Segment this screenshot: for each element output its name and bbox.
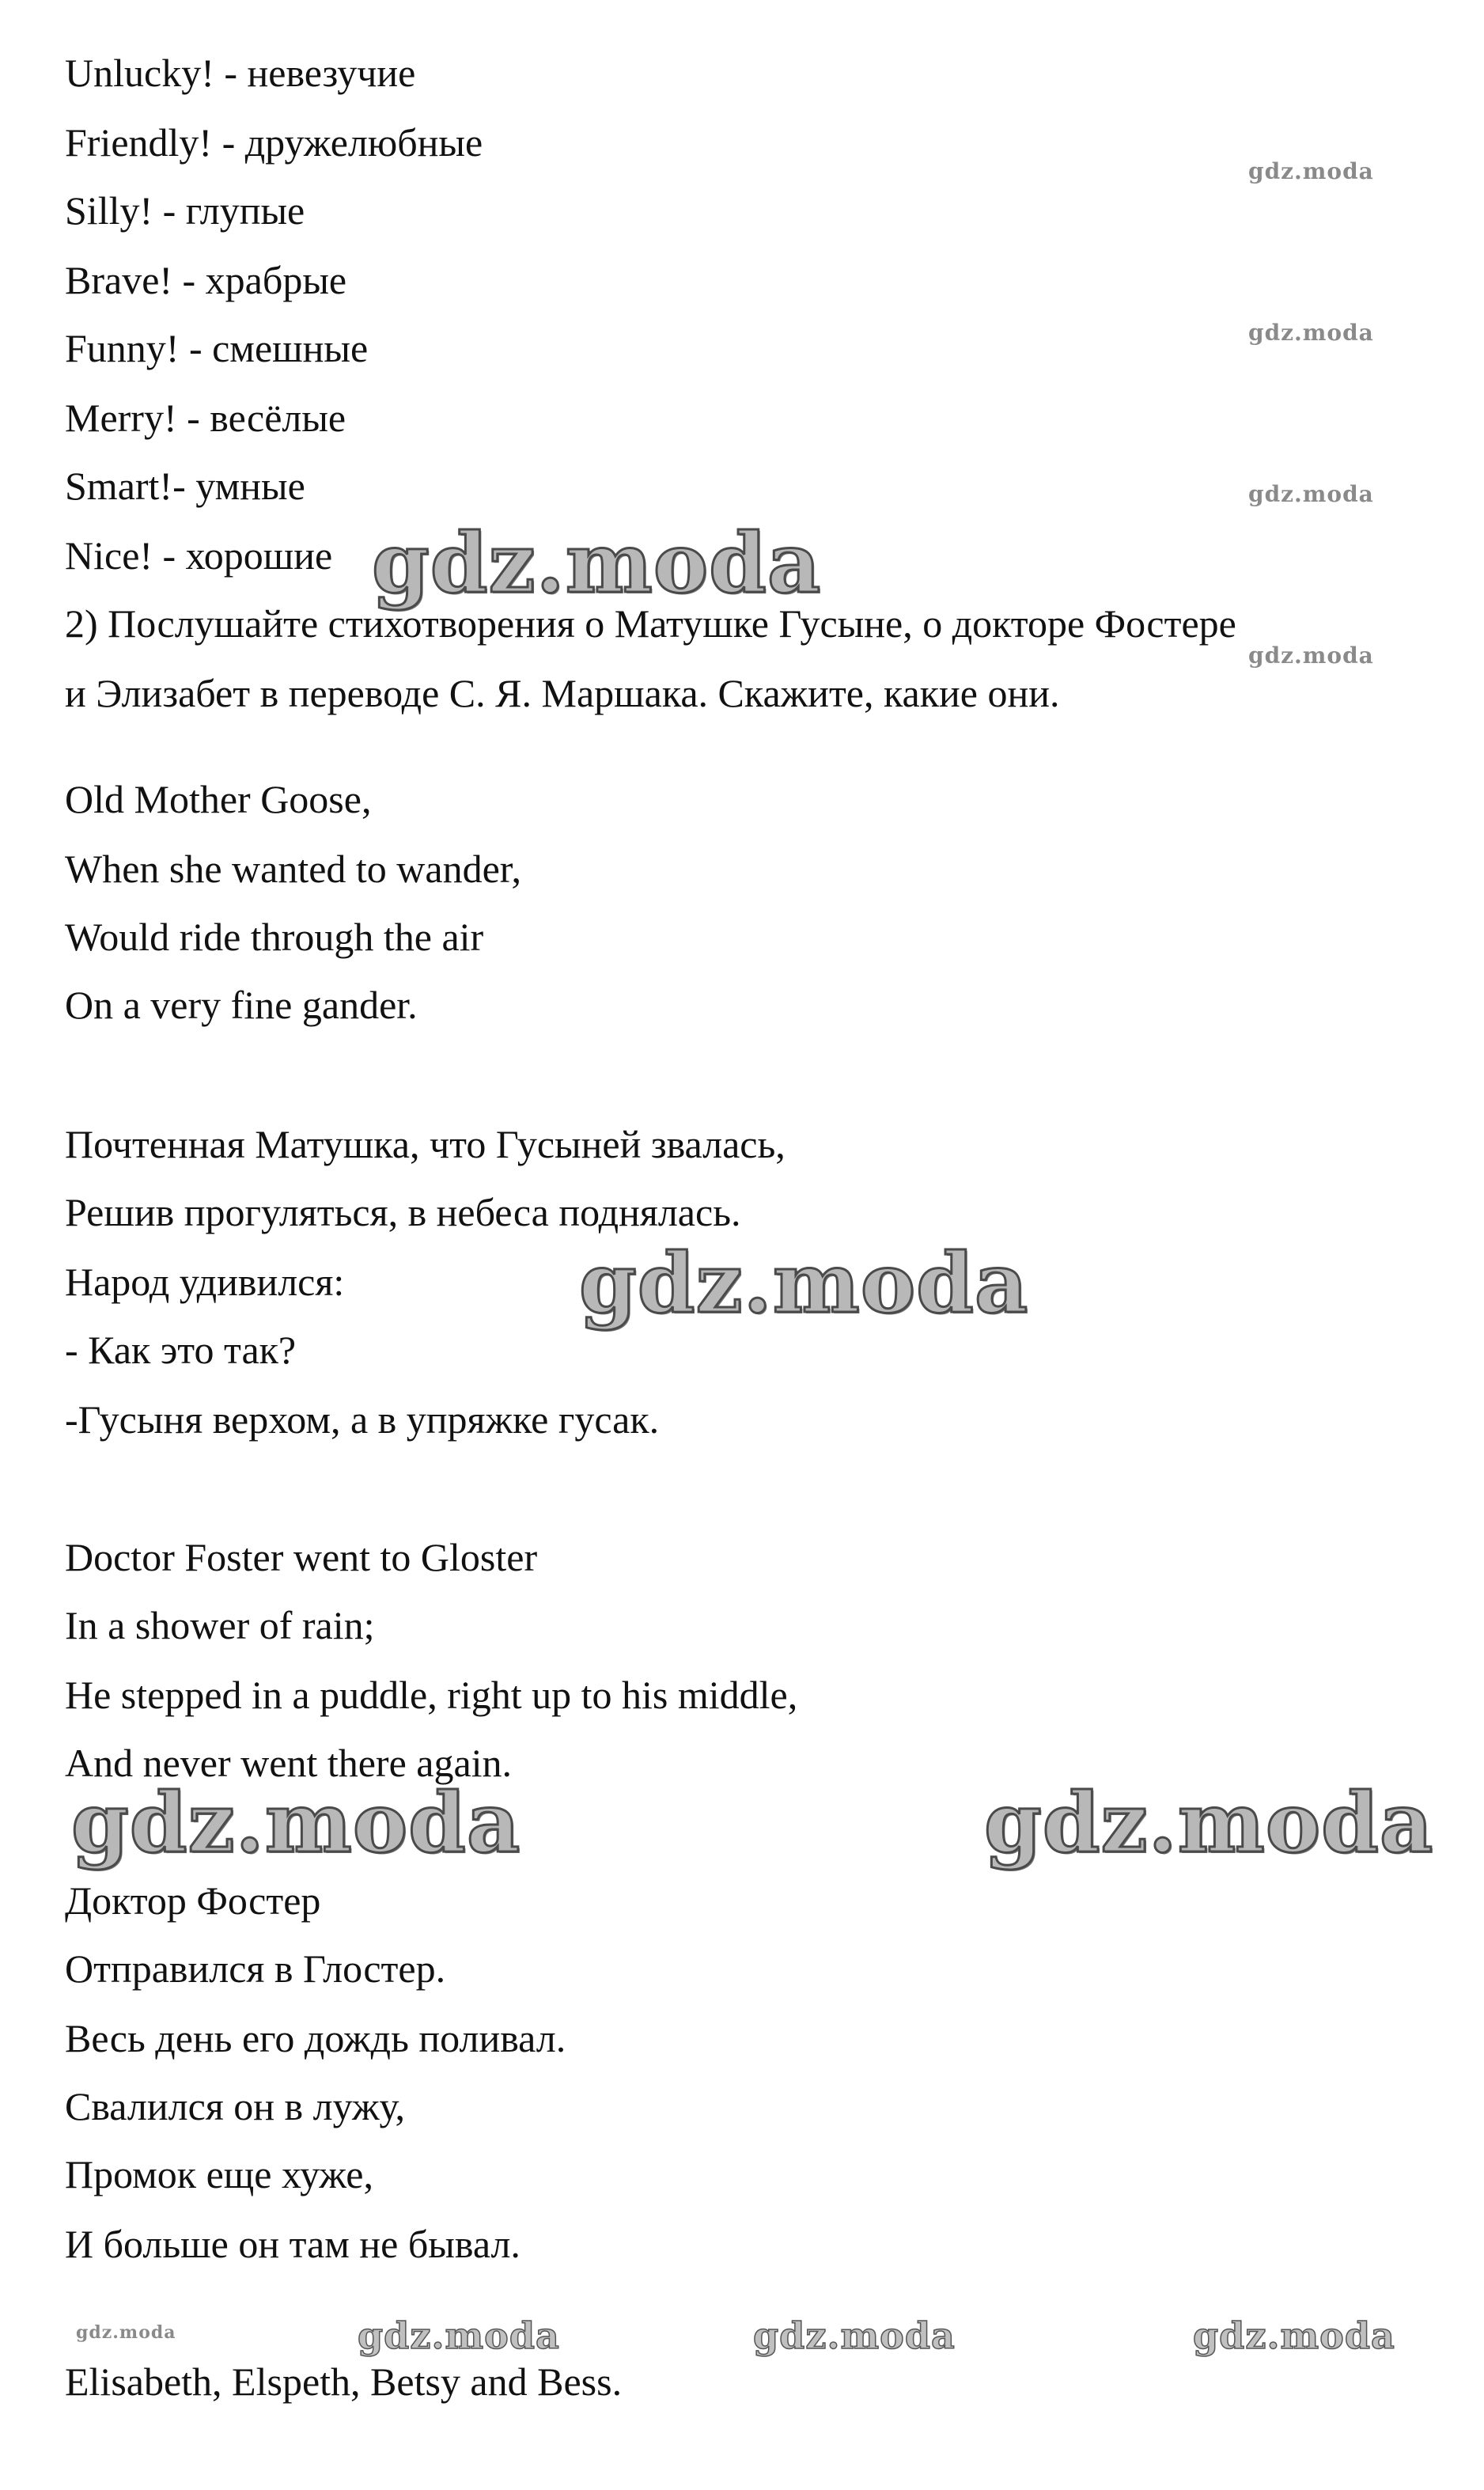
text-line: И больше он там не бывал. — [65, 2222, 521, 2266]
watermark: gdz.moda — [984, 1774, 1434, 1871]
text-line: Funny! - смешные — [65, 326, 369, 370]
text-line: -Гусыня верхом, а в упряжке гусак. — [65, 1397, 660, 1442]
watermark: gdz.moda — [1193, 2314, 1395, 2357]
text-line: He stepped in a puddle, right up to his middle, — [65, 1673, 798, 1717]
watermark: gdz.moda — [1248, 642, 1374, 669]
text-line: 2) Послушайте стихотворения о Матушке Гусыне, о докторе Фостере — [65, 601, 1236, 646]
text-line: Elisabeth, Elspeth, Betsy and Bess. — [65, 2359, 623, 2404]
text-line: - Как это так? — [65, 1328, 297, 1372]
watermark: gdz.moda — [71, 1774, 521, 1871]
text-line: Весь день его дождь поливал. — [65, 2016, 566, 2060]
text-line: Would ride through the air — [65, 915, 484, 959]
text-line: Отправился в Глостер. — [65, 1946, 446, 1991]
watermark: gdz.moda — [1248, 158, 1374, 184]
text-line: Brave! - храбрые — [65, 258, 347, 302]
text-line: Smart!- умные — [65, 464, 305, 508]
text-line: Доктор Фостер — [65, 1878, 321, 1923]
text-line: Merry! - весёлые — [65, 396, 346, 440]
text-line: Промок еще хуже, — [65, 2152, 373, 2196]
text-line: In a shower of rain; — [65, 1603, 375, 1647]
text-line: And never went there again. — [65, 1741, 513, 1785]
text-line: When she wanted to wander, — [65, 847, 521, 891]
text-line: Nice! - хорошие — [65, 533, 333, 578]
text-line: Silly! - глупые — [65, 188, 305, 233]
watermark: gdz.moda — [76, 2322, 176, 2343]
watermark: gdz.moda — [753, 2314, 956, 2357]
text-line: Doctor Foster went to Gloster — [65, 1535, 538, 1579]
watermark: gdz.moda — [1248, 481, 1374, 507]
text-line: Почтенная Матушка, что Гусыней звалась, — [65, 1122, 786, 1166]
text-line: Свалился он в лужу, — [65, 2084, 405, 2128]
watermark: gdz.moda — [1248, 320, 1374, 346]
watermark: gdz.moda — [579, 1234, 1029, 1332]
text-line: Решив прогуляться, в небеса поднялась. — [65, 1190, 741, 1234]
watermark: gdz.moda — [372, 514, 822, 612]
text-line: Unlucky! - невезучие — [65, 51, 416, 95]
text-line: On a very fine gander. — [65, 983, 418, 1027]
watermark: gdz.moda — [358, 2314, 560, 2357]
text-line: Old Mother Goose, — [65, 777, 372, 821]
text-line: Friendly! - дружелюбные — [65, 120, 483, 165]
text-line: и Элизабет в переводе С. Я. Маршака. Скажите, какие они. — [65, 671, 1060, 715]
text-line: Народ удивился: — [65, 1260, 345, 1304]
